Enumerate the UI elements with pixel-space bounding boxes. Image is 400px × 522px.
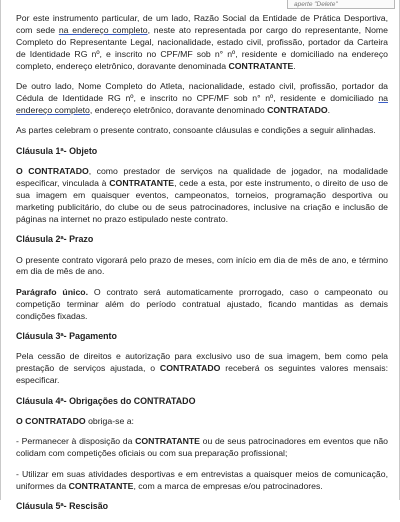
text: , com a marca de empresas e/ou patrocinadores. — [133, 480, 323, 491]
text: , endereço eletrônico, doravante denominado — [89, 104, 268, 115]
text: obriga-se a: — [85, 416, 134, 427]
contratado-term: CONTRATADO — [159, 363, 221, 374]
text: , como prestador de serviços na qualidade de jogador, na modalidade especificar, vinculada à — [16, 166, 388, 188]
delete-hint: aperte "Delete" — [287, 0, 395, 9]
text: Por este instrumento particular, de um lado, Razão Social da Entidade de Prática Desportiva, com sede — [16, 13, 388, 35]
paragrafo-unico-label: Parágrafo único. — [16, 286, 88, 297]
text: O contrato será automaticamente prorrogado, caso o campeonato ou competição terminar além do período contratual ajustado, ficando mantidas as demais condições fixadas. — [16, 286, 388, 321]
contratante-term: CONTRATANTE — [135, 436, 200, 447]
contract-body — [16, 13, 388, 522]
text: , neste ato representada por cargo do representante, Nome Completo do Representante Legal, nacionalidade, estado civil, profissão, portador da Carteira de Identidade RG nº, e inscrito no CPF/MF sob n° nº, residente e domiciliado na endereço completo, endereço eletrônico, doravante denominada — [16, 24, 389, 71]
clause-5-title: Cláusula 5ª- Rescisão — [16, 501, 109, 512]
clause-4-item-2 — [16, 469, 388, 493]
text: - Utilizar em suas atividades desportivas e em entrevistas a quaisquer meios de comunicação, uniformes da — [16, 468, 388, 491]
text: , cede a esta, por este instrumento, o direito de uso de sua imagem em quaisquer eventos, campeonatos, torneios, programação desportiva ou marketing publicitário, do clube ou de seus patrocinadores, inclusive na criação e inclusão de páginas na internet no prazo estipulado neste contrato. — [16, 177, 388, 224]
clause-3-text — [16, 351, 388, 387]
text: . — [327, 104, 331, 115]
text: . — [293, 60, 296, 71]
clause-1-title: Cláusula 1ª- Objeto — [16, 145, 98, 156]
agreement-paragraph: As partes celebram o presente contrato, consoante cláusulas e condições a seguir alinhadas. — [16, 125, 376, 136]
clause-4-title: Cláusula 4ª- Obrigações do CONTRATADO — [16, 395, 196, 406]
text: Pela cessão de direitos e autorização para exclusivo uso de sua imagem, bem como pela prestação de serviços ajustada, o — [16, 351, 388, 374]
address-field[interactable]: na endereço completo — [58, 24, 148, 35]
text: De outro lado, Nome Completo do Atleta, nacionalidade, estado civil, profissão, portador da Cédula de Identidade RG nº, e inscrito no CPF/MF sob n° nº, residente e domiciliado — [16, 81, 388, 103]
contratado-term: O CONTRATADO — [16, 416, 86, 427]
contratante-term: CONTRATANTE — [228, 60, 294, 71]
clause-4-item-1 — [16, 436, 388, 460]
parties-paragraph-contratante — [16, 13, 388, 73]
clause-2-paragraph-unico — [16, 287, 388, 323]
clause-4-intro — [16, 416, 388, 428]
contratante-term: CONTRATANTE — [109, 177, 175, 188]
clause-1-text — [16, 166, 388, 226]
text: - Permanecer à disposição da — [16, 436, 136, 447]
address-field[interactable]: na endereço completo — [16, 92, 388, 115]
text: ou de seus patrocinadores em eventos que não colidam com competições oficiais ou com sua preparação profissional; — [16, 436, 388, 459]
contratado-term: CONTRATADO — [267, 104, 328, 115]
contratado-term: O CONTRATADO — [16, 166, 89, 177]
clause-2-text: O presente contrato vigorará pelo prazo de meses, com início em dia de mês de ano, e término em dia de mês de ano. — [16, 254, 388, 277]
clause-3-title: Cláusula 3ª- Pagamento — [16, 331, 117, 342]
clause-2-title: Cláusula 2ª- Prazo — [16, 234, 94, 245]
contratante-term: CONTRATANTE — [68, 480, 134, 491]
parties-paragraph-contratado — [16, 81, 388, 117]
text: receberá os seguintes valores mensais: especificar. — [16, 363, 388, 386]
